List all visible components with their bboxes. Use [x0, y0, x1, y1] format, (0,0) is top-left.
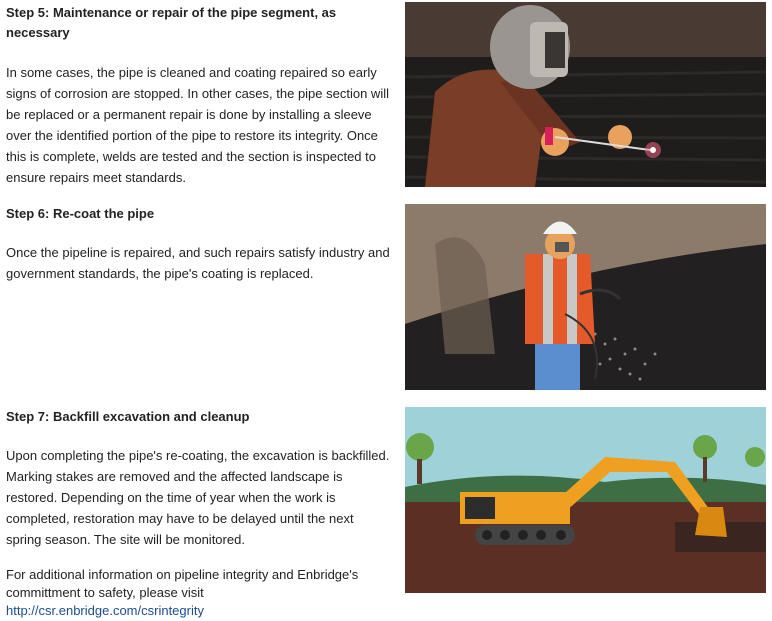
- welder-repairing-pipe-illustration: [405, 2, 766, 187]
- excavator-backfilling-illustration: [405, 407, 766, 593]
- step-6-body: Once the pipeline is repaired, and such repairs satisfy industry and government standards, the pipe's coating is replaced.: [6, 245, 390, 281]
- footer-text: For additional information on pipeline integrity and Enbridge's committment to safety, please visit: [6, 567, 359, 600]
- step-5-heading: Step 5: Maintenance or repair of the pipe segment, as necessary: [6, 5, 337, 40]
- step-7-body: Upon completing the pipe's re-coating, the excavation is backfilled. Marking stakes are removed and the affected landscape is restored. Depending on the time of year when the work is completed, restoration may have to be delayed until the next spring season. The site will be monitored.: [6, 448, 390, 547]
- csr-integrity-link[interactable]: http://csr.enbridge.com/csrintegrity: [6, 603, 204, 618]
- step-6-heading: Step 6: Re-coat the pipe: [6, 206, 155, 221]
- step-7-heading: Step 7: Backfill excavation and cleanup: [6, 409, 250, 424]
- step-5-body: In some cases, the pipe is cleaned and coating repaired so early signs of corrosion are stopped. In other cases, the pipe section will be replaced or a permanent repair is done by installing a sleeve over the identified portion of the pipe to restore its integrity. Once this is complete, welds are tested and the section is inspected to ensure repairs meet standards.: [6, 65, 389, 185]
- worker-spraying-coating-illustration: [405, 204, 766, 390]
